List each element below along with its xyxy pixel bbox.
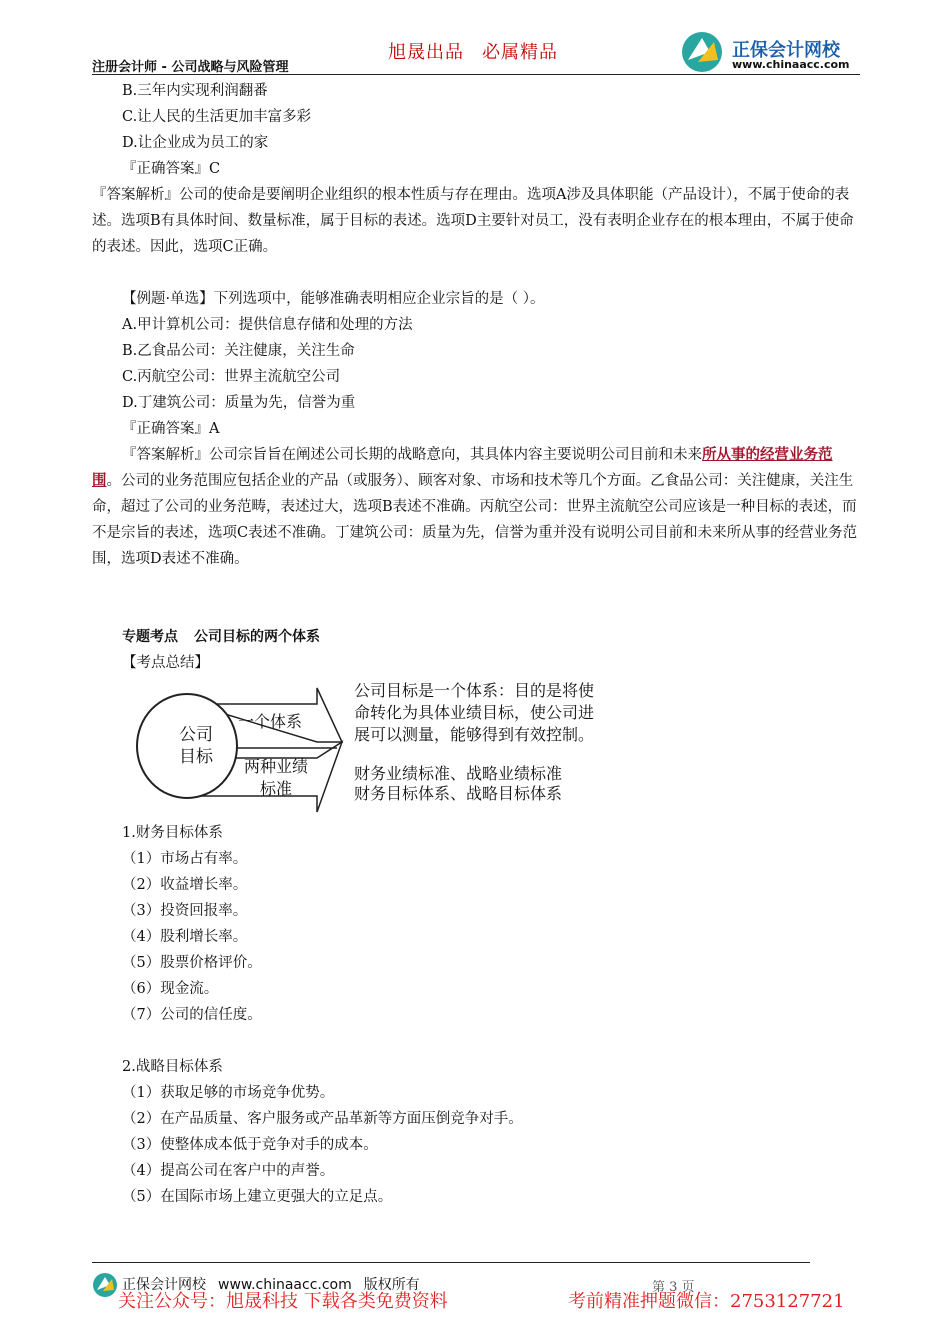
financial-item: （2）收益增长率。 (122, 877, 248, 893)
logo-url: www.chinaacc.com (732, 58, 850, 71)
financial-item: （4）股利增长率。 (122, 929, 248, 945)
topic-summary-label: 【考点总结】 (122, 655, 209, 671)
diagram-description (354, 680, 594, 746)
objective-diagram (92, 676, 860, 820)
strategic-item: （5）在国际市场上建立更强大的立足点。 (122, 1189, 393, 1205)
q1-analysis: 『答案解析』公司的使命是要阐明企业组织的根本性质与存在理由。选项A涉及具体职能（产品设计），不属于使命的表述。选项B有具体时间、数量标准，属于目标的表述。选项D主要针对员工，没有表明企业存在的根本理由，不属于使命的表述。因此，选项C正确。 (92, 187, 854, 255)
q2-answer: 『正确答案』A (122, 421, 220, 437)
footer-site: www.chinaacc.com (218, 1277, 352, 1293)
footer-brand: 正保会计网校 (122, 1277, 206, 1293)
financial-item: （7）公司的信任度。 (122, 1007, 262, 1023)
q2-analysis-pre: 『答案解析』公司宗旨旨在阐述公司长期的战略意向，其具体内容主要说明公司目前和未来 (122, 447, 702, 463)
footer-logo-icon (92, 1272, 118, 1298)
footer-divider (92, 1262, 810, 1263)
chinaacc-logo-icon (680, 30, 726, 74)
circle-label (168, 724, 224, 768)
topic-label: 专题考点 (122, 629, 178, 645)
q1-option-c: C.让人民的生活更加丰富多彩 (122, 109, 312, 125)
header-doc-title: 注册会计师 - 公司战略与风险管理 (92, 60, 289, 75)
q1-answer: 『正确答案』C (122, 161, 221, 177)
circle-label-line1: 公司 (179, 725, 213, 745)
q1-option-d: D.让企业成为员工的家 (122, 135, 269, 151)
q2-analysis-highlight-link[interactable]: 所从事的经营业务范围 (92, 446, 833, 489)
financial-item: （5）股票价格评价。 (122, 955, 262, 971)
q2-analysis-post: 。公司的业务范围应包括企业的产品（或服务）、顾客对象、市场和技术等几个方面。乙食品公司：关注健康，关注生命，超过了公司的业务范畴，表述过大，选项B表述不准确。丙航空公司：世界主流航空公司应该是一种目标的表述，而不是宗旨的表述，选项C表述不准确。丁建筑公司：质量为先，信誉为重并没有说明公司目前和未来所从事的经营业务范围，选项D表述不准确。 (92, 473, 858, 567)
header-divider (92, 74, 860, 75)
arrow-two-label (238, 756, 314, 800)
q2-option-a: A.甲计算机公司：提供信息存储和处理的方法 (122, 317, 413, 333)
circle-label-line2: 目标 (179, 747, 213, 767)
page-content (92, 78, 860, 1210)
header-slogan (388, 38, 558, 64)
arrow-two-label-line2: 标准 (259, 779, 292, 798)
q2-option-c: C.丙航空公司：世界主流航空公司 (122, 369, 341, 385)
logo-brand-name: 正保会计网校 (732, 40, 840, 61)
financial-item: （6）现金流。 (122, 981, 219, 997)
arrow-two-label-line1: 两种业绩 (243, 757, 308, 776)
footer-rights: 版权所有 (363, 1277, 420, 1293)
topic-heading: 公司目标的两个体系 (194, 629, 320, 645)
footer-watermark-left: 关注公众号：旭晟科技 下载各类免费资料 (118, 1291, 448, 1312)
q2-question: 【例题·单选】下列选项中，能够准确表明相应企业宗旨的是（ ）。 (122, 291, 545, 307)
diagram-desc-line1: 公司目标是一个体系：目的是将使 (354, 681, 595, 700)
financial-heading: 1.财务目标体系 (122, 825, 223, 841)
q2-option-b: B.乙食品公司：关注健康，关注生命 (122, 343, 355, 359)
diagram-desc-line3: 展可以测量，能够得到有效控制。 (354, 725, 595, 744)
q2-option-d: D.丁建筑公司：质量为先，信誉为重 (122, 395, 356, 411)
strategic-item: （4）提高公司在客户中的声誉。 (122, 1163, 335, 1179)
diagram-standards (354, 764, 562, 804)
strategic-heading: 2.战略目标体系 (122, 1059, 223, 1075)
strategic-item: （1）获取足够的市场竞争优势。 (122, 1085, 335, 1101)
financial-item: （3）投资回报率。 (122, 903, 248, 919)
strategic-item: （3）使整体成本低于竞争对手的成本。 (122, 1137, 378, 1153)
footer-watermark-right: 考前精准押题微信：2753127721 (568, 1291, 845, 1312)
diagram-std-line1: 财务业绩标准、战略业绩标准 (354, 764, 563, 783)
strategic-item: （2）在产品质量、客户服务或产品革新等方面压倒竞争对手。 (122, 1111, 523, 1127)
diagram-std-line2: 财务目标体系、战略目标体系 (354, 784, 563, 803)
header-logo (680, 30, 880, 74)
footer-page-number: 第 3 页 (652, 1280, 695, 1295)
header-slogan-part1: 旭晟出品 (388, 42, 464, 63)
q1-option-b: B.三年内实现利润翻番 (122, 83, 268, 99)
financial-item: （1）市场占有率。 (122, 851, 248, 867)
q2-analysis (92, 442, 860, 572)
topic-title (92, 624, 860, 650)
diagram-desc-line2: 命转化为具体业绩目标，使公司进 (354, 703, 595, 722)
header-slogan-part2: 必属精品 (482, 42, 558, 63)
arrow-one-label: 一个体系 (238, 712, 303, 731)
